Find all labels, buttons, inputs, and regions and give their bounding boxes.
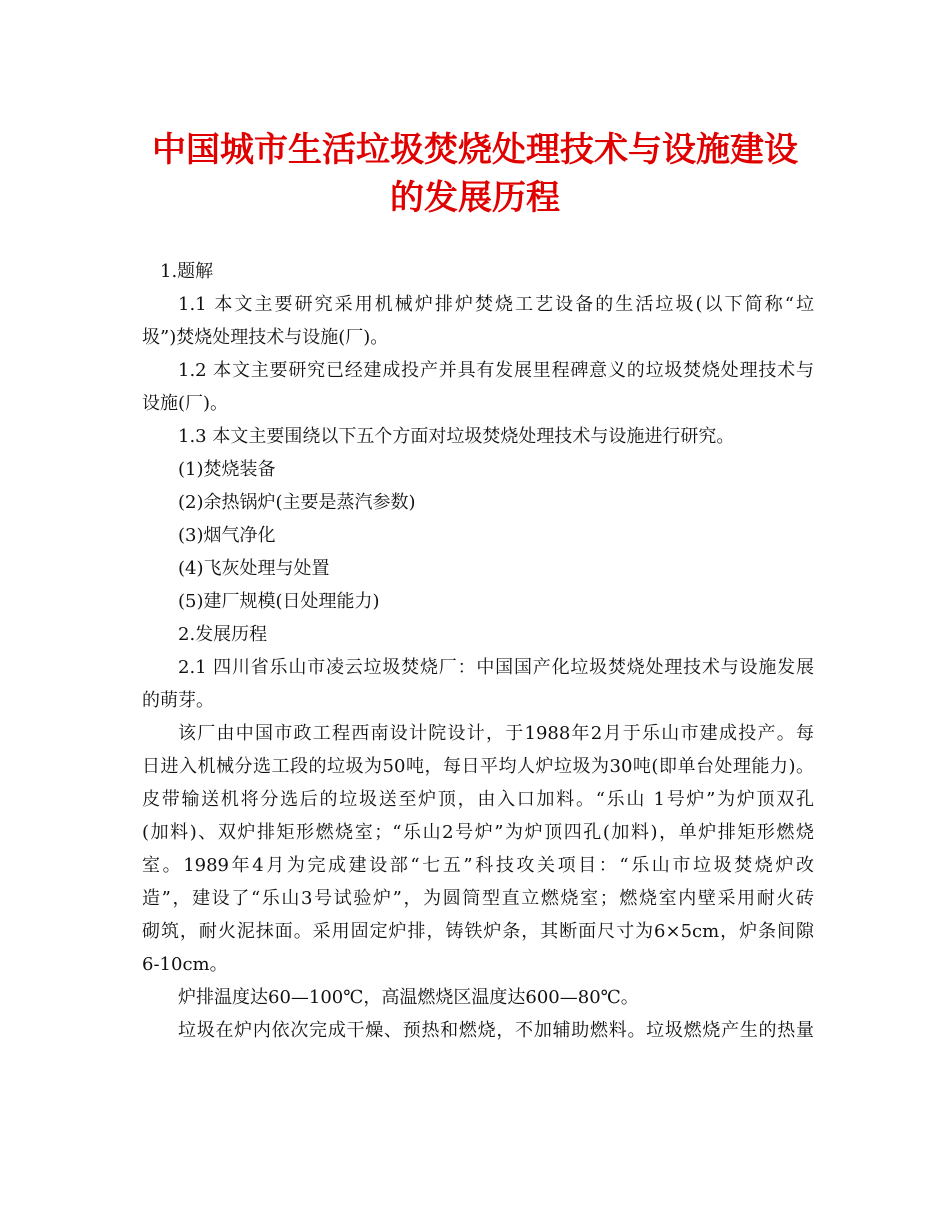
paragraph-line: 6-10cm。 (142, 954, 228, 975)
paragraph-line: 圾”)焚烧处理技术与设施(厂)。 (142, 327, 389, 348)
paragraph-line: 垃圾在炉内依次完成干燥、预热和燃烧，不加辅助燃料。垃圾燃烧产生的热量 (178, 1020, 814, 1041)
list-item: (2)余热锅炉(主要是蒸汽参数) (178, 492, 416, 513)
paragraph-line: 的萌芽。 (142, 690, 214, 711)
paragraph-line: 造”，建设了“乐山3号试验炉”，为圆筒型直立燃烧室；燃烧室内壁采用耐火砖 (142, 888, 814, 909)
paragraph-line: 1.3 本文主要围绕以下五个方面对垃圾焚烧处理技术与设施进行研究。 (178, 426, 735, 447)
paragraph-line: 该厂由中国市政工程西南设计院设计，于1988年2月于乐山市建成投产。每 (178, 723, 814, 744)
paragraph-line: 2.1 四川省乐山市凌云垃圾焚烧厂：中国国产化垃圾焚烧处理技术与设施发展 (178, 657, 814, 678)
paragraph-line: 日进入机械分选工段的垃圾为50吨，每日平均人炉垃圾为30吨(即单台处理能力)。 (142, 756, 814, 777)
paragraph-line: (加料)、双炉排矩形燃烧室；“乐山2号炉”为炉顶四孔(加料)，单炉排矩形燃烧 (142, 822, 814, 843)
paragraph-line: 室。1989年4月为完成建设部“七五”科技攻关项目：“乐山市垃圾焚烧炉改 (142, 855, 814, 876)
document-title-line-1: 中国城市生活垃圾焚烧处理技术与设施建设 (152, 130, 798, 170)
paragraph-line: 1.2 本文主要研究已经建成投产并具有发展里程碑意义的垃圾焚烧处理技术与 (178, 360, 814, 381)
paragraph-line: 炉排温度达60—100℃，高温燃烧区温度达600—80℃。 (178, 987, 639, 1008)
paragraph-line: 砌筑，耐火泥抹面。采用固定炉排，铸铁炉条，其断面尺寸为6×5cm，炉条间隙 (142, 921, 814, 942)
document-body (142, 255, 814, 1047)
section-heading-2: 2.发展历程 (178, 624, 268, 645)
paragraph-line: 皮带输送机将分选后的垃圾送至炉顶，由入口加料。“乐山 1号炉”为炉顶双孔 (142, 789, 814, 810)
paragraph-line: 设施(厂)。 (142, 393, 229, 414)
list-item: (3)烟气净化 (178, 525, 276, 546)
list-item: (1)焚烧装备 (178, 459, 276, 480)
section-heading-1: 1.题解 (160, 261, 214, 282)
list-item: (4)飞灰处理与处置 (178, 558, 330, 579)
document-title-line-2: 的发展历程 (390, 178, 560, 218)
list-item: (5)建厂规模(日处理能力) (178, 591, 380, 612)
paragraph-line: 1.1 本文主要研究采用机械炉排炉焚烧工艺设备的生活垃圾(以下简称“垃 (178, 294, 814, 315)
